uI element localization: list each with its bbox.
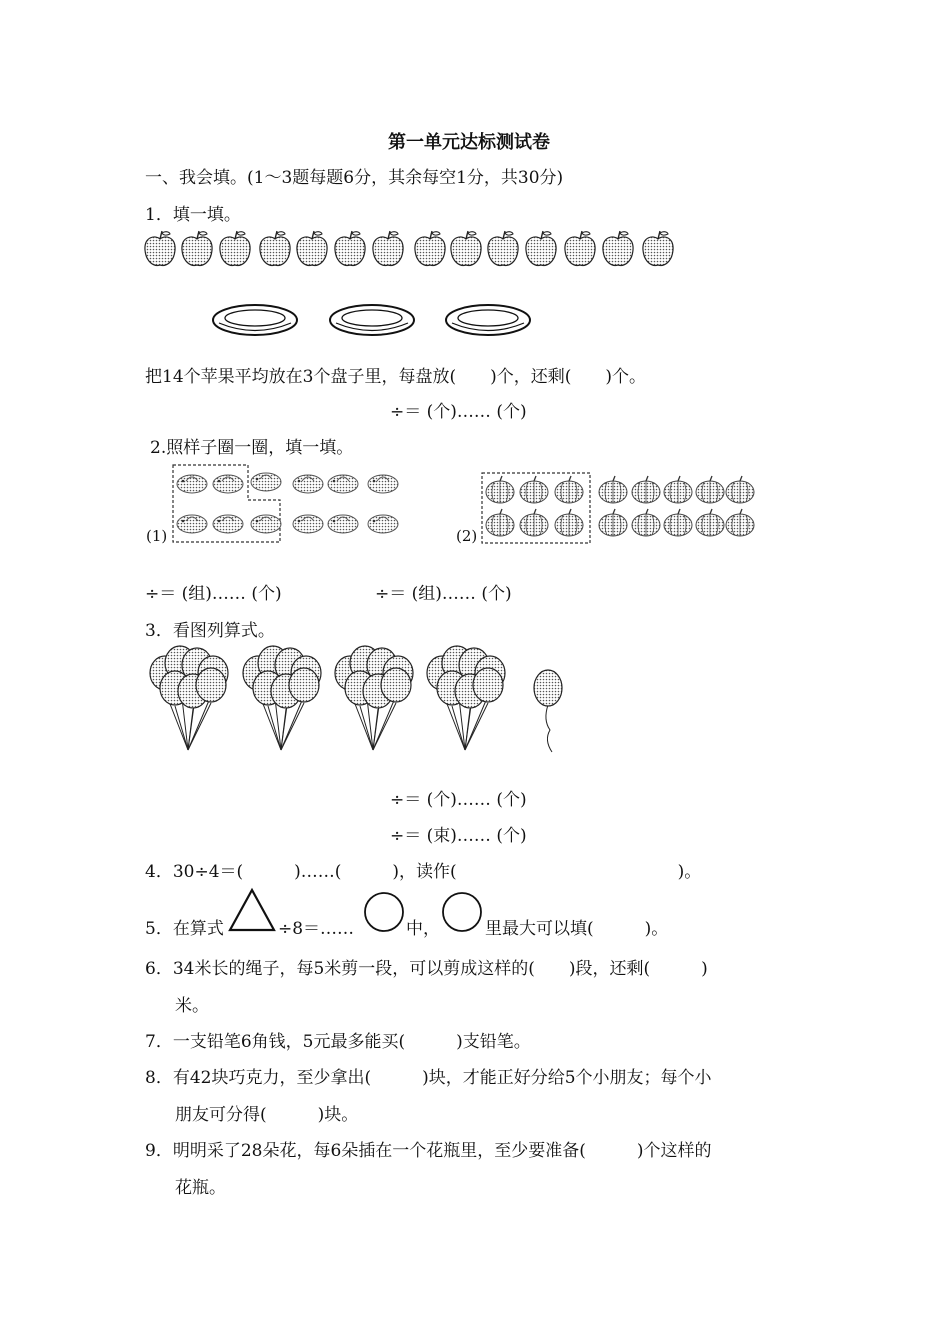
- bird-icon: [328, 475, 358, 493]
- q4-text: 4．30÷4＝( )……( )，读作( )。: [145, 862, 702, 882]
- q8-line-2: 朋友可分得( )块。: [175, 1105, 359, 1125]
- q9-line-2: 花瓶。: [175, 1178, 226, 1198]
- pumpkin-icon: [664, 476, 692, 503]
- apple-icon: [145, 231, 175, 265]
- q2-heading: 2.照样子圈一圈，填一填。: [150, 438, 354, 458]
- bird-icon: [293, 475, 323, 493]
- bird-icon: [213, 475, 243, 493]
- apple-icon: [335, 231, 365, 265]
- pumpkin-icon: [696, 476, 724, 503]
- pumpkin-icon: [599, 476, 627, 503]
- apple-icon: [488, 231, 518, 265]
- balloon-bunch-icon: [243, 646, 321, 750]
- plate-icon: [330, 305, 414, 335]
- apple-icon: [415, 231, 445, 265]
- q2-formula-1: ÷＝ (组)…… (个): [145, 584, 282, 604]
- q7-text: 7．一支铅笔6角钱，5元最多能买( )支铅笔。: [145, 1032, 531, 1052]
- q5-text-c: 中，: [406, 919, 440, 939]
- q3-formula-1: ÷＝ (个)…… (个): [390, 790, 527, 810]
- bird-icon: [177, 515, 207, 533]
- apples-illustration: [140, 230, 680, 272]
- q2-label-2: (2): [456, 527, 478, 545]
- pumpkin-icon: [520, 476, 548, 503]
- q2-formula-2: ÷＝ (组)…… (个): [375, 584, 512, 604]
- plate-icon: [446, 305, 530, 335]
- q9-line-1: 9．明明采了28朵花，每6朵插在一个花瓶里，至少要准备( )个这样的: [145, 1141, 712, 1161]
- q1-formula: ÷＝ (个)…… (个): [390, 402, 527, 422]
- apple-icon: [603, 231, 633, 265]
- bird-icon: [177, 475, 207, 493]
- pumpkin-icon: [632, 476, 660, 503]
- pumpkin-icon: [726, 476, 754, 503]
- balloon-bunch-icon: [335, 646, 413, 750]
- pumpkin-icon: [486, 509, 514, 536]
- balloon-bunch-icon: [150, 646, 228, 750]
- bird-icon: [368, 475, 398, 493]
- apple-icon: [643, 231, 673, 265]
- pumpkin-icon: [664, 509, 692, 536]
- q8-line-1: 8．有42块巧克力，至少拿出( )块，才能正好分给5个小朋友；每个小: [145, 1068, 712, 1088]
- q5-text-a: 5．在算式: [145, 919, 224, 939]
- q3-heading: 3．看图列算式。: [145, 621, 275, 641]
- pumpkin-icon: [696, 509, 724, 536]
- balloons-illustration: [140, 645, 580, 755]
- pumpkin-icon: [555, 509, 583, 536]
- q5-text-b: ÷8＝……: [278, 919, 355, 939]
- bird-icon: [328, 515, 358, 533]
- apple-icon: [297, 231, 327, 265]
- page-title: 第一单元达标测试卷: [388, 132, 550, 153]
- apple-icon: [565, 231, 595, 265]
- bird-icon: [368, 515, 398, 533]
- circle-icon: [362, 890, 406, 934]
- single-balloon-icon: [534, 670, 562, 752]
- q1-question: 把14个苹果平均放在3个盘子里，每盘放( )个，还剩( )个。: [145, 367, 646, 387]
- q2-label-1: (1): [146, 527, 168, 545]
- q6-line-2: 米。: [175, 996, 209, 1016]
- triangle-icon: [228, 888, 276, 932]
- apple-icon: [451, 231, 481, 265]
- pumpkin-icon: [599, 509, 627, 536]
- pumpkin-icon: [726, 509, 754, 536]
- bird-icon: [251, 515, 281, 533]
- circle-icon: [440, 890, 484, 934]
- bird-icon: [213, 515, 243, 533]
- q1-heading: 1．填一填。: [145, 205, 241, 225]
- pumpkin-icon: [555, 476, 583, 503]
- balloon-bunch-icon: [427, 646, 505, 750]
- section-heading: 一、我会填。(1～3题每题6分，其余每空1分，共30分): [145, 168, 564, 188]
- bird-icon: [251, 473, 281, 491]
- q5-text-d: 里最大可以填( )。: [485, 919, 669, 939]
- apple-icon: [220, 231, 250, 265]
- bird-icon: [293, 515, 323, 533]
- q6-line-1: 6．34米长的绳子，每5米剪一段，可以剪成这样的( )段，还剩( ): [145, 959, 708, 979]
- pumpkin-icon: [486, 476, 514, 503]
- apple-icon: [260, 231, 290, 265]
- q3-formula-2: ÷＝ (束)…… (个): [390, 826, 527, 846]
- apple-icon: [373, 231, 403, 265]
- plates-illustration: [210, 300, 540, 340]
- apple-icon: [182, 231, 212, 265]
- pumpkin-icon: [520, 509, 548, 536]
- birds-illustration: [168, 462, 408, 547]
- pumpkin-icon: [632, 509, 660, 536]
- pumpkins-illustration: [478, 470, 768, 545]
- apple-icon: [526, 231, 556, 265]
- plate-icon: [213, 305, 297, 335]
